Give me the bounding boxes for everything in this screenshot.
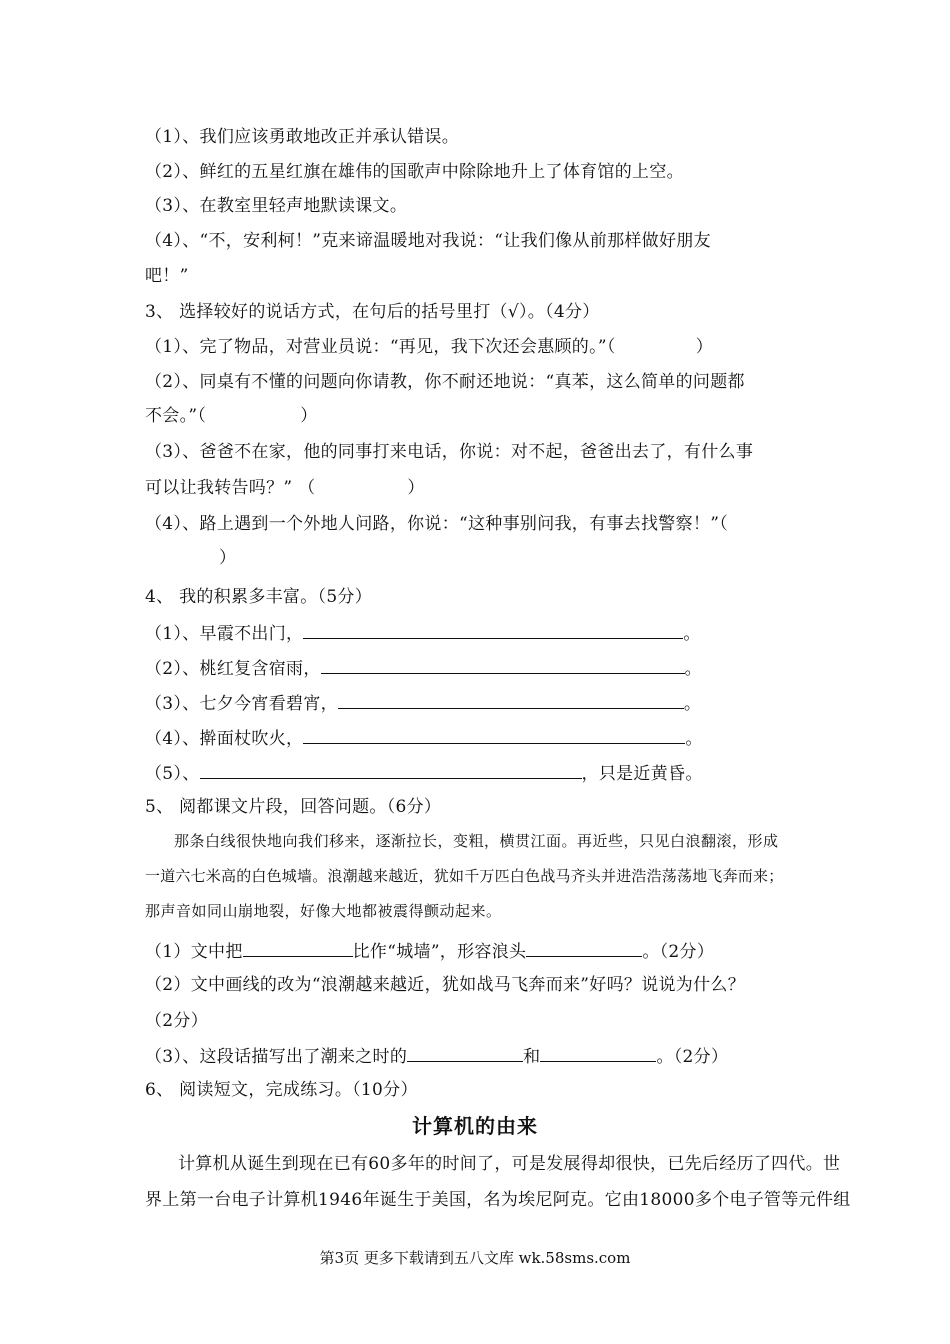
choice-item [145,476,425,500]
poem-prompt: （1）、早霞不出门， [145,624,304,644]
choice-item [145,404,318,428]
choice-text: 不会。”（ [145,406,207,426]
choice-item: （4）、路上遇到一个外地人问路，你说：“这种事别问我，有事去找警察！”（ [145,514,728,534]
answer-blank[interactable] [243,938,353,957]
choice-item: （2）、同桌有不懂的问题向你请教，你不耐还地说：“真苯，这么简单的问题都 [145,372,745,392]
answer-blank[interactable] [321,655,685,674]
punctuation: 。 [685,729,703,749]
bracket-close: ） [219,548,237,568]
fill-blank-item [145,938,714,964]
question-text: 。（2分） [642,942,715,962]
fill-blank-item [145,1043,728,1069]
punctuation: 。 [683,694,702,714]
fill-blank-item [145,725,703,751]
choice-item [145,546,236,570]
punctuation: 。 [684,659,702,679]
question-text: （1）文中把 [145,942,243,962]
choice-text: 可以让我转告吗？” （ [145,478,316,498]
answer-blank[interactable] [407,1043,523,1062]
poem-prompt: （2）、桃红复含宿雨， [145,659,321,679]
answer-blank[interactable] [338,690,684,709]
question-heading: 6、 阅读短文，完成练习。（10分） [145,1080,418,1100]
sentence-item: （1）、我们应该勇敢地改正并承认错误。 [145,127,460,147]
passage-line: 一道六七米高的白色城墙。浪潮越来越近，犹如千万匹白色战马齐头并进浩浩荡荡地飞奔而来； [145,867,784,885]
poem-prompt: （5）、 [145,764,200,784]
sentence-item: 吧！” [145,266,189,286]
answer-blank[interactable] [303,620,683,639]
question-text: （2）文中画线的改为“浪潮越来越近，犹如战马飞奔而来”好吗？说说为什么？ [145,975,745,995]
question-text: 比作“城墙”，形容浪头 [352,942,527,962]
question-text: （3）、这段话描写出了潮来之时的 [145,1047,408,1067]
choice-text: （1）、完了物品，对营业员说：“再见，我下次还会惠顾的。”（ [145,337,616,357]
question-text: （2分） [145,1011,209,1031]
question-heading: 5、 阅都课文片段，回答问题。（6分） [145,797,442,817]
passage-line: 那条白线很快地向我们移来，逐渐拉长，变粗，横贯江面。再近些，只见白浪翻滚，形成 [174,832,779,850]
answer-blank[interactable] [540,1043,656,1062]
article-line: 界上第一台电子计算机1946年诞生于美国，名为埃尼阿克。它由18000多个电子管等元件组 [145,1190,851,1210]
sentence-item: （2）、鲜红的五星红旗在雄伟的国歌声中除除地升上了体育馆的上空。 [145,162,684,182]
fill-blank-item [145,655,702,681]
choice-item: （3）、爸爸不在家，他的同事打来电话，你说：对不起，爸爸出去了，有什么事 [145,442,754,462]
choice-item [145,335,713,359]
bracket-close: ） [407,478,425,498]
answer-blank[interactable] [303,725,685,744]
poem-prompt: （4）、擀面杖吹火， [145,729,304,749]
answer-blank[interactable] [526,938,642,957]
poem-prompt: （3）、七夕今宵看碧宵， [145,694,338,714]
poem-ending: ，只是近黄昏。 [581,764,703,784]
passage-line: 那声音如同山崩地裂，好像大地都被震得颤动起来。 [145,902,502,920]
fill-blank-item [145,620,701,646]
sentence-item: （3）、在教室里轻声地默读课文。 [145,196,408,216]
question-heading: 4、 我的积累多丰富。（5分） [145,587,373,607]
question-text: 。（2分） [656,1047,729,1067]
sentence-item: （4）、“不，安利柯！”克来谛温暖地对我说：“让我们像从前那样做好朋友 [145,231,711,251]
article-title: 计算机的由来 [412,1114,538,1138]
page-footer: 第3页 更多下载请到五八文库 wk.58sms.com [319,1249,631,1267]
question-text: 和 [523,1047,541,1067]
bracket-close: ） [300,406,318,426]
question-heading: 3、 选择较好的说话方式，在句后的括号里打（√）。（4分） [145,302,600,322]
article-line: 计算机从诞生到现在已有60多年的时间了，可是发展得却很快，已先后经历了四代。世 [178,1154,841,1174]
fill-blank-item [145,690,701,716]
fill-blank-item [145,760,703,786]
bracket-close: ） [695,337,714,357]
answer-blank[interactable] [200,760,582,779]
punctuation: 。 [683,624,701,644]
